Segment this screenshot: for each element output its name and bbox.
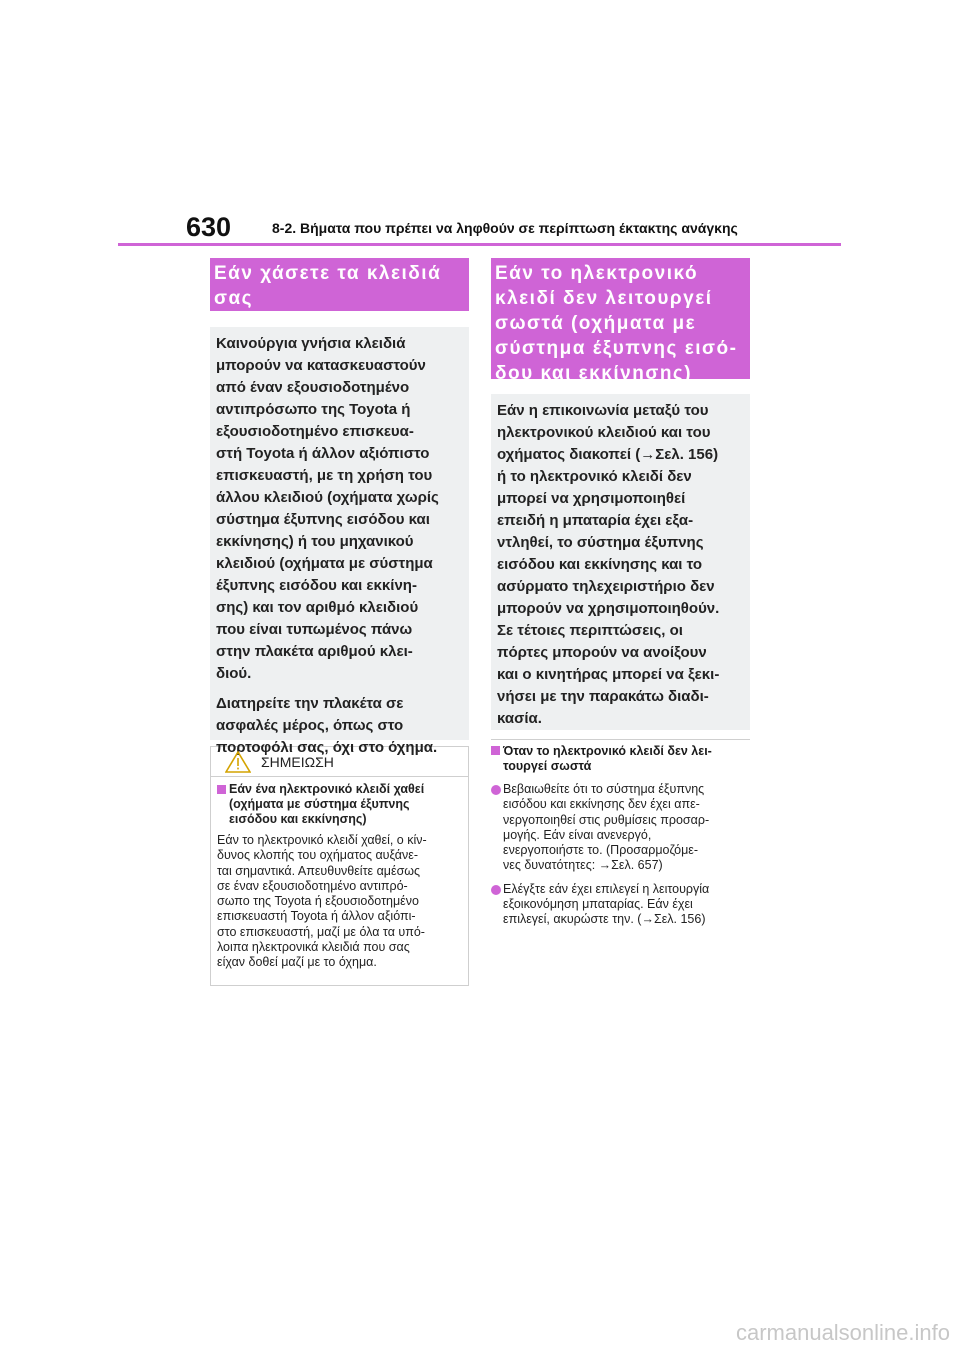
text-line: στην πλακέτα αριθμού κλει- [216, 643, 413, 660]
text-line: ηλεκτρονικού κλειδιού και του [497, 424, 711, 441]
info-paragraph-2 [216, 693, 465, 759]
text-line: Εάν η επικοινωνία μεταξύ του [497, 402, 709, 419]
text-line: μπορούν να κατασκευαστούν [216, 357, 426, 374]
circle-bullet-icon [491, 885, 501, 895]
text-line: διού. [216, 665, 252, 682]
square-bullet-icon [217, 785, 226, 794]
text-line: Εάν το ηλεκτρονικό κλειδί χαθεί, ο κίν- [217, 833, 427, 847]
text-line: νεργοποιηθεί στις ρυθμίσεις προσαρ- [503, 812, 710, 827]
square-bullet-icon [491, 746, 500, 755]
text-line: έξυπνης εισόδου και εκκίνη- [216, 577, 417, 594]
text-line: από έναν εξουσιοδοτημένο [216, 379, 410, 396]
section-title-line: σωστά (οχήματα με [495, 313, 697, 334]
warning-triangle-icon [225, 751, 251, 773]
text-line: σε έναν εξουσιοδοτημένο αντιπρό- [217, 878, 408, 893]
text-line: ντληθεί, το σύστημα έξυπνης [497, 534, 704, 551]
section-title-line: σας [214, 288, 254, 309]
text-line: αντιπρόσωπο της Toyota ή [216, 401, 411, 418]
list-item [491, 782, 750, 874]
text-line: Εάν ένα ηλεκτρονικό κλειδί χαθεί [229, 782, 425, 796]
text-line: που είναι τυπωμένος πάνω [216, 621, 413, 638]
notice-body [217, 833, 464, 971]
text-line: ή το ηλεκτρονικό κλειδί δεν [497, 468, 692, 485]
section-divider [491, 739, 750, 740]
key-malfunction-info-box [491, 394, 750, 730]
section-title-line: δου και εκκίνησης) [495, 363, 693, 384]
section-title-line: Εάν το ηλεκτρονικό [495, 263, 699, 284]
text-line: στο επισκευαστή, μαζί με όλα τα υπό- [217, 924, 425, 939]
text-line: Όταν το ηλεκτρονικό κλειδί δεν λει- [503, 744, 712, 758]
text-line: λοιπα ηλεκτρονικά κλειδιά που σας [217, 940, 410, 955]
text-line: πόρτες μπορούν να ανοίξουν [497, 644, 707, 661]
section-title-line: σύστημα έξυπνης εισό- [495, 338, 738, 359]
text-line: είχαν δοθεί μαζί με το όχημα. [217, 955, 377, 970]
text-line: μπορούν να χρησιμοποιηθούν. [497, 600, 720, 617]
list-item [491, 882, 750, 928]
text-line: δυνος κλοπής του οχήματος αυξάνε- [217, 848, 418, 863]
text-line: νες δυνατότητες: →Σελ. 657) [503, 858, 663, 873]
text-line: ενεργοποιήστε το. (Προσαρμοζόμε- [503, 843, 699, 858]
text-line: εισόδου και εκκίνησης και το [497, 556, 703, 573]
text-line: σης) και τον αριθμό κλειδιού [216, 599, 419, 616]
info-paragraph-1 [216, 333, 465, 685]
notice-sub-heading [217, 782, 464, 827]
text-line: σωπο της Toyota ή εξουσιοδοτημένο [217, 894, 419, 909]
text-line: οχήματος διακοπεί (→Σελ. 156) [497, 446, 719, 463]
text-line: Καινούργια γνήσια κλειδιά [216, 335, 406, 352]
text-line: Ελέγξτε εάν έχει επιλεγεί η λειτουργία [503, 881, 710, 896]
text-line: κασία. [497, 710, 542, 727]
left-column [210, 258, 469, 986]
lost-keys-info-box [210, 327, 469, 756]
right-column [491, 258, 750, 928]
watermark: carmanualsonline.info [735, 1320, 950, 1345]
circle-bullet-icon [491, 785, 501, 795]
text-line: επειδή η μπαταρία έχει εξα- [497, 512, 694, 529]
text-line: μογής. Εάν είναι ανενεργό, [503, 827, 652, 842]
text-line: εξουσιοδοτημένο επισκευα- [216, 423, 414, 440]
text-line: εκκίνησης) ή του μηχανικού [216, 533, 414, 550]
text-line: νήσει με την παρακάτω διαδι- [497, 688, 709, 705]
sub-heading-key-not-working [491, 744, 750, 774]
text-line: εξοικονόμηση μπαταρίας. Εάν έχει [503, 897, 693, 912]
text-line: ται σημαντικά. Απευθυνθείτε αμέσως [217, 863, 421, 878]
text-line: άλλου κλειδιού (οχήματα χωρίς [216, 489, 439, 506]
text-line: εισόδου και εκκίνησης) [229, 812, 367, 826]
text-line: Βεβαιωθείτε ότι το σύστημα έξυπνης [503, 782, 705, 796]
text-line: κλειδιού (οχήματα με σύστημα [216, 555, 433, 572]
text-line: (οχήματα με σύστημα έξυπνης [229, 797, 410, 811]
header-rule [118, 243, 841, 246]
text-line: επιλεγεί, ακυρώστε την. (→Σελ. 156) [503, 912, 706, 927]
page-number: 630 [186, 212, 232, 242]
text-line: μπορεί να χρησιμοποιηθεί [497, 490, 686, 507]
notice-label: ΣΗΜΕΙΩΣΗ [261, 753, 334, 770]
header-title: 8-2. Βήματα που πρέπει να ληφθούν σε περίπτωση έκτακτης ανάγκης [272, 220, 738, 236]
section-title-line: Εάν χάσετε τα κλειδιά [214, 263, 442, 284]
text-line: ασφαλές μέρος, όπως στο [216, 717, 404, 734]
notice-box [210, 746, 469, 986]
text-line: τουργεί σωστά [503, 759, 592, 773]
text-line: εισόδου και εκκίνησης δεν έχει απε- [503, 797, 700, 812]
text-line: πορτοφόλι σας, όχι στο όχημα. [216, 739, 438, 756]
text-line: Διατηρείτε την πλακέτα σε [216, 695, 404, 712]
text-line: επισκευαστή Toyota ή άλλον αξιόπι- [217, 909, 416, 924]
section-title-line: κλειδί δεν λειτουργεί [495, 288, 713, 309]
text-line: σύστημα έξυπνης εισόδου και [216, 511, 430, 528]
section-title-lost-keys [210, 258, 469, 311]
text-line: επισκευαστή, με τη χρήση του [216, 467, 433, 484]
text-line: στή Toyota ή άλλον αξιόπιστο [216, 445, 430, 462]
text-line: Σε τέτοιες περιπτώσεις, οι [497, 622, 683, 639]
text-line: ασύρματο τηλεχειριστήριο δεν [497, 578, 715, 595]
text-line: και ο κινητήρας μπορεί να ξεκι- [497, 666, 720, 683]
section-title-key-malfunction [491, 258, 750, 384]
